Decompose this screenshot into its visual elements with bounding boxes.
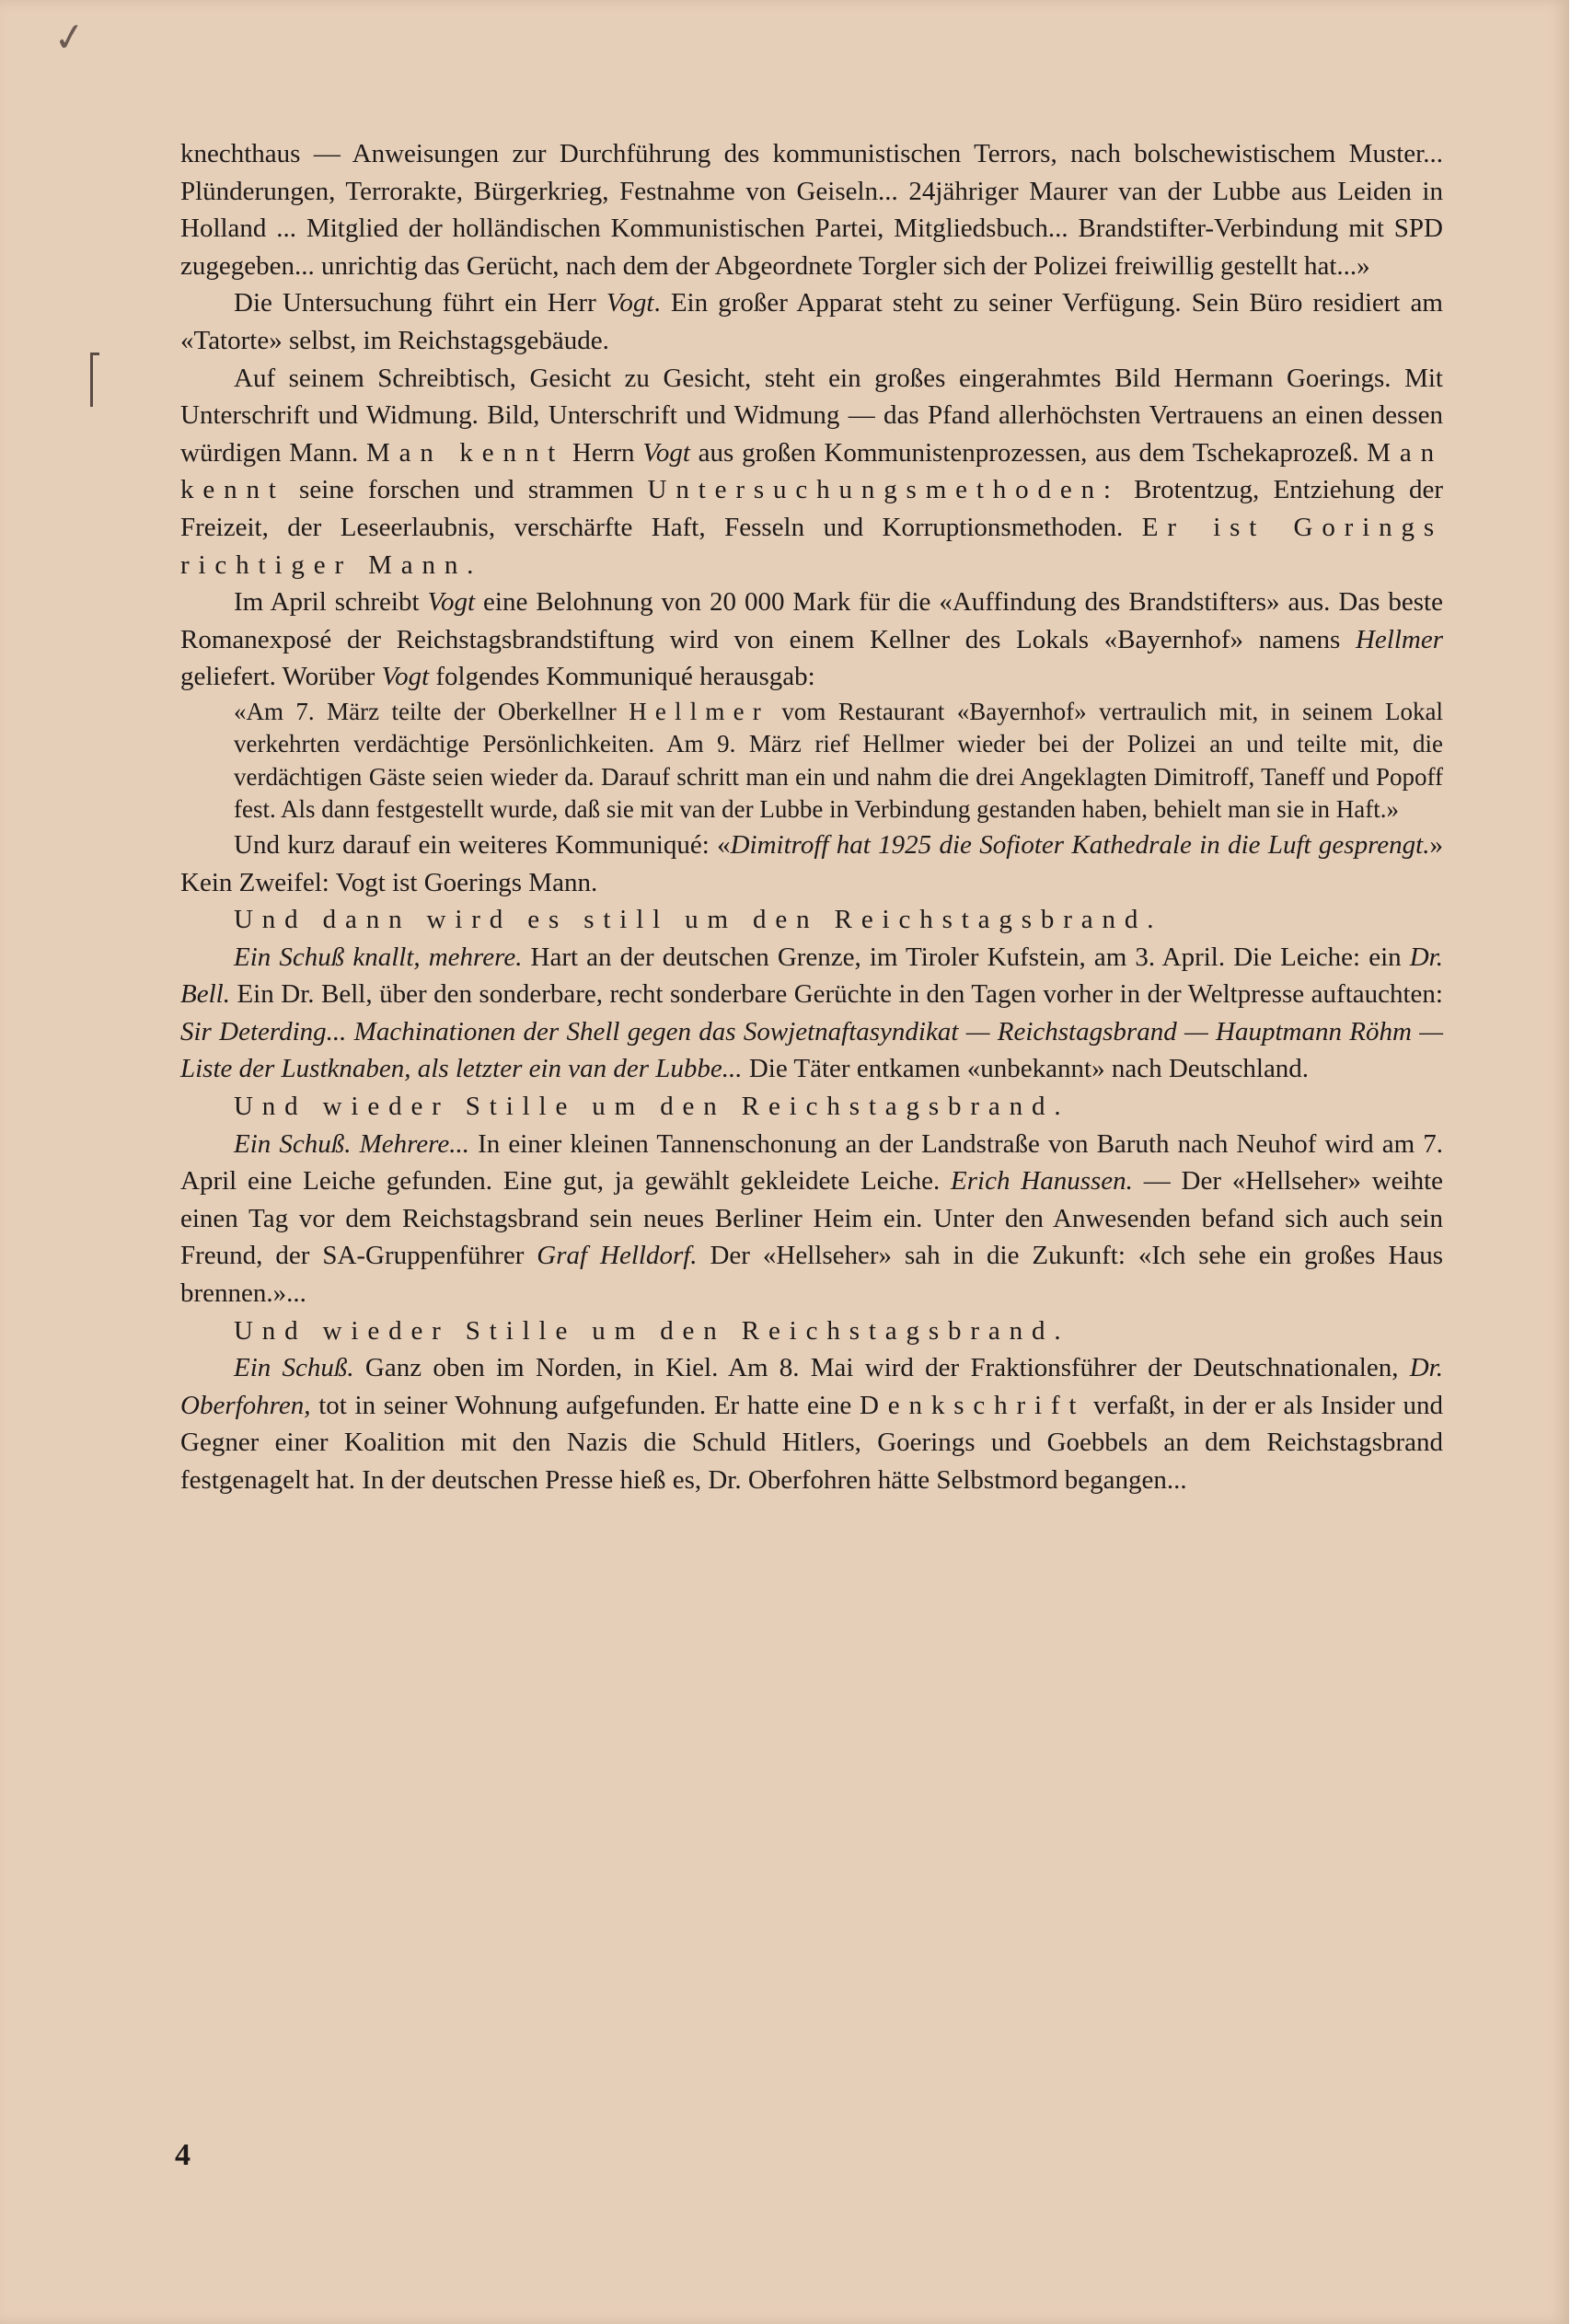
- checkmark-icon: ✓: [50, 12, 89, 63]
- paragraph-oberfohren: Ein Schuß. Ganz oben im Norden, in Kiel. Am 8. Mai wird der Fraktionsführer der Deutschnationalen, Dr. Oberfohren, tot in seiner Wohnung aufgefunden. Er hatte eine Denkschrift verfaßt, in der er als Insider und Gegner einer Koalition mit den Nazis die Schuld Hitlers, Goerings und Goebbels an dem Reichstagsbrand festgenagelt hat. In der deutschen Presse hieß es, Dr. Oberfohren hätte Selbstmord begangen...: [180, 1353, 1443, 1495]
- refrain-1: Und dann wird es still um den Reichstagsbrand.: [234, 905, 1163, 935]
- paragraph-4: Im April schreibt Vogt eine Belohnung von 20 000 Mark für die «Auffindung des Brandstifters» aus. Das beste Romanexposé der Reichstagsbrandstiftung wird von einem Kellner des Lokals «Bayernhof» namens Hellmer geliefert. Worüber Vogt folgendes Kommuniqué herausgab:: [180, 587, 1443, 692]
- paragraph-1: knechthaus — Anweisungen zur Durchführung des kommunistischen Terrors, nach bolschewistischem Muster... Plünderungen, Terrorakte, Bürgerkrieg, Festnahme von Geiseln... 24jähriger Maurer van der Lubbe aus Leiden in Holland ... Mitglied der holländischen Kommunistischen Partei, Mitgliedsbuch... Brandstifter-Verbindung mit SPD zugegeben... unrichtig das Gerücht, nach dem der Abgeordnete Torgler sich der Polizei freiwillig gestellt hat...»: [180, 139, 1443, 281]
- body-text: [180, 135, 1443, 1499]
- refrain-3: Und wieder Stille um den Reichstagsbrand.: [234, 1315, 1070, 1346]
- paragraph-hanussen: Ein Schuß. Mehrere... In einer kleinen Tannenschonung an der Landstraße von Baruth nach Neuhof wird am 7. April eine Leiche gefunden. Eine gut, ja gewählt gekleidete Leiche. Erich Hanussen. — Der «Hellseher» weihte einen Tag vor dem Reichstagsbrand sein neues Berliner Heim ein. Unter den Anwesenden befand sich auch sein Freund, der SA-Gruppenführer Graf Helldorf. Der «Hellseher» sah in die Zukunft: «Ich sehe ein großes Haus brennen.»...: [180, 1128, 1443, 1309]
- paragraph-5: Und kurz darauf ein weiteres Kommuniqué: «Dimitroff hat 1925 die Sofioter Kathedrale in die Luft gesprengt.» Kein Zweifel: Vogt ist Goerings Mann.: [180, 829, 1443, 897]
- paragraph-bell: Ein Schuß knallt, mehrere. Hart an der deutschen Grenze, im Tiroler Kufstein, am 3. April. Die Leiche: ein Dr. Bell. Ein Dr. Bell, über den sonderbare, recht sonderbare Gerüchte in den Tagen vorher in der Weltpresse auftauchten: Sir Deterding... Machinationen der Shell gegen das Sowjetnaftasyndikat — Reichstagsbrand — Hauptmann Röhm — Liste der Lustknaben, als letzter ein van der Lubbe... Die Täter entkamen «unbekannt» nach Deutschland.: [180, 942, 1443, 1084]
- quoted-communique: «Am 7. März teilte der Oberkellner Hellmer vom Restaurant «Bayernhof» vertraulich mit, in seinem Lokal verkehrten verdächtige Persönlichkeiten. Am 9. März rief Hellmer wieder bei der Polizei an und teilte mit, die verdächtigen Gäste seien wieder da. Darauf schritt man ein und nahm die drei Angeklagten Dimitroff, Taneff und Popoff fest. Als dann festgestellt wurde, daß sie mit van der Lubbe in Verbindung gestanden haben, behielt man sie in Haft.»: [234, 697, 1443, 824]
- paragraph-2: Die Untersuchung führt ein Herr Vogt. Ein großer Apparat steht zu seiner Verfügung. Sein Büro residiert am «Tatorte» selbst, im Reichstagsgebäude.: [180, 288, 1443, 355]
- margin-bracket-mark: [90, 353, 99, 407]
- refrain-2: Und wieder Stille um den Reichstagsbrand.: [234, 1092, 1070, 1122]
- page-number: 4: [175, 2138, 191, 2172]
- paragraph-3: Auf seinem Schreibtisch, Gesicht zu Gesicht, steht ein großes eingerahmtes Bild Hermann Goerings. Mit Unterschrift und Widmung. Bild, Unterschrift und Widmung — das Pfand allerhöchsten Vertrauens an einen dessen würdigen Mann. Man kennt Herrn Vogt aus großen Kommunistenprozessen, aus dem Tschekaprozeß. Man kennt seine forschen und strammen Untersuchungsmethoden: Brotentzug, Entziehung der Freizeit, der Leseerlaubnis, verschärfte Haft, Fesseln und Korruptionsmethoden. Er ist Gorings richtiger Mann.: [180, 363, 1443, 580]
